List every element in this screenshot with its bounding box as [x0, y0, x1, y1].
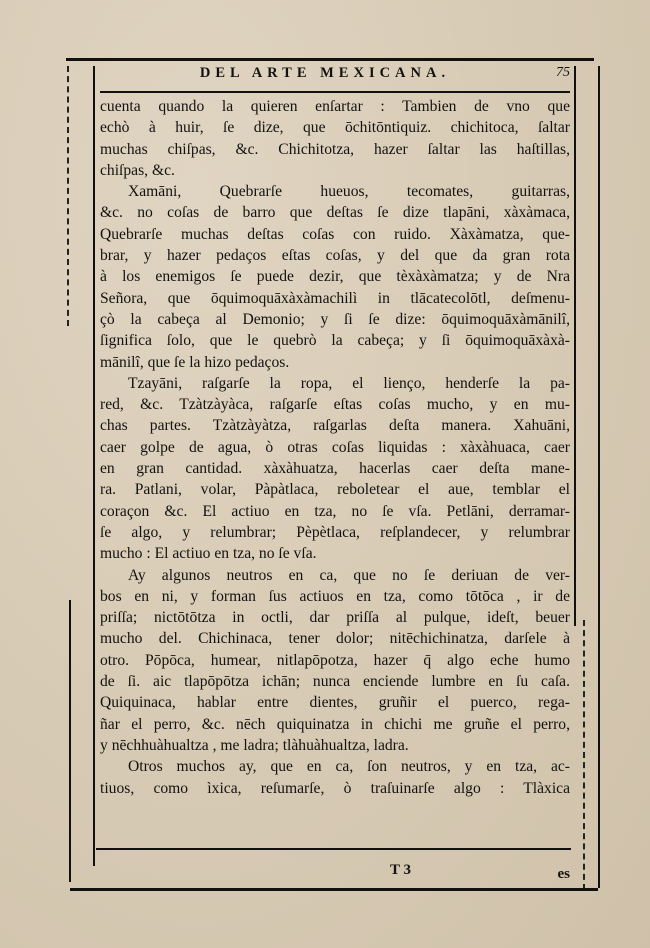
inner-left-rule	[93, 66, 95, 866]
text-line: chiſpas, &c.	[100, 161, 175, 179]
text-line: Tzayāni, raſgarſe la ropa, el lienço, henderſe la pa-	[128, 374, 570, 392]
inner-right-rule	[574, 66, 576, 626]
text-line: Señora, que ōquimoquāxàxàmachilì in tlācatecolōtl, deſmenu-	[100, 289, 570, 307]
running-title: DEL ARTE MEXICANA.	[199, 64, 451, 81]
text-line: caer golpe de agua, ò otras coſas liquidas : xàxàhuaca, caer	[100, 438, 570, 456]
text-line: Ay algunos neutros en ca, que no ſe deriuan de ver-	[128, 566, 570, 584]
text-line: ſignifica ſolo, que le quebrò la cabeça; y ſi ōquimoquāxàxà-	[100, 332, 570, 350]
catchword: es	[557, 866, 570, 882]
text-line: priſſa; nictōtōtza in octli, dar priſſa al pulque, ideſt, beuer	[100, 609, 570, 627]
outer-left-rule-lower	[69, 600, 71, 882]
text-line: Quebrarſe muchas deſtas coſas con ruido. Xàxàmatza, que-	[100, 225, 570, 243]
text-line: cuenta quando la quieren enſartar : Tambien de vno que	[100, 98, 570, 115]
text-line: mānilî, que ſe la hizo pedaços.	[100, 353, 290, 371]
body-text	[100, 96, 570, 799]
outer-left-rule	[67, 66, 69, 326]
text-line: echò à huir, ſe dize, que ōchitōntiquiz. chichitoca, ſaltar	[100, 119, 570, 137]
text-line: en gran cantidad. xàxàhuatza, hacerlas caer deſta mane-	[100, 460, 570, 478]
text-line: à los enemigos ſe puede dezir, que tèxàxàmatza; y de Nra	[100, 268, 570, 286]
text-line: mucho : El actiuo en tza, no ſe vſa.	[100, 545, 317, 563]
text-bottom-rule	[96, 848, 571, 850]
text-line: çò la cabeça al Demonio; y ſi ſe dize: ōquimoquāxàmānilî,	[100, 310, 570, 328]
text-line: brar, y hazer pedaços eſtas coſas, y del que da gran rota	[100, 247, 570, 265]
text-line: ſe algo, y relumbrar; Pèpètlaca, reſplandecer, y relumbrar	[100, 523, 570, 541]
text-line: y nēchhuàhualtza , me ladra; tlàhuàhualtza, ladra.	[100, 736, 409, 754]
text-line: muchas chiſpas, &c. Chichitotza, hazer ſaltar las haſtillas,	[100, 140, 570, 158]
text-line: Xamāni, Quebrarſe hueuos, tecomates, guitarras,	[128, 183, 570, 201]
text-line: ra. Patlani, volar, Pàpàtlaca, reboletear el aue, temblar el	[100, 481, 570, 499]
running-header	[100, 60, 570, 86]
text-line: &c. no coſas de barro que deſtas ſe dize tlapāni, xàxàmaca,	[100, 204, 570, 222]
text-line: bos en ni, y forman ſus actiuos en tza, como tōtōca , ir de	[100, 587, 570, 605]
text-line: ñar el perro, &c. nēch quiquinatza in chichi me gruñe el perro,	[100, 715, 570, 733]
outer-right-rule	[598, 66, 600, 888]
text-line: Otros muchos ay, que en ca, ſon neutros, y en tza, ac-	[128, 758, 570, 776]
text-line: otro. Pōpōca, humear, nitlapōpotza, hazer q̄ algo eche humo	[100, 651, 570, 669]
text-line: mucho del. Chichinaca, tener dolor; nitēchichinatza, darſele à	[100, 630, 570, 648]
header-rule	[100, 91, 570, 93]
text-line: Quiquinaca, hablar entre dientes, gruñir el puerco, rega-	[100, 694, 570, 712]
signature-mark: T 3	[390, 862, 411, 878]
inner-right-rule-lower	[583, 620, 585, 890]
page-footer	[100, 862, 570, 892]
text-line: coraçon &c. El actiuo en tza, no ſe vſa. Petlāni, derramar-	[100, 502, 570, 520]
page-number: 75	[556, 65, 570, 80]
text-line: red, &c. Tzàtzàyàca, raſgarſe eſtas coſas mucho, y en mu-	[100, 396, 570, 414]
text-line: chas partes. Tzàtzàyàtza, raſgarlas deſta manera. Xahuāni,	[100, 417, 570, 435]
text-line: de ſi. aic tlapōpōtza ichān; nunca enciende lumbre en ſu caſa.	[100, 673, 570, 691]
text-line: tiuos, como ìxica, reſumarſe, ò traſuinarſe algo : Tlàxica	[100, 779, 570, 797]
